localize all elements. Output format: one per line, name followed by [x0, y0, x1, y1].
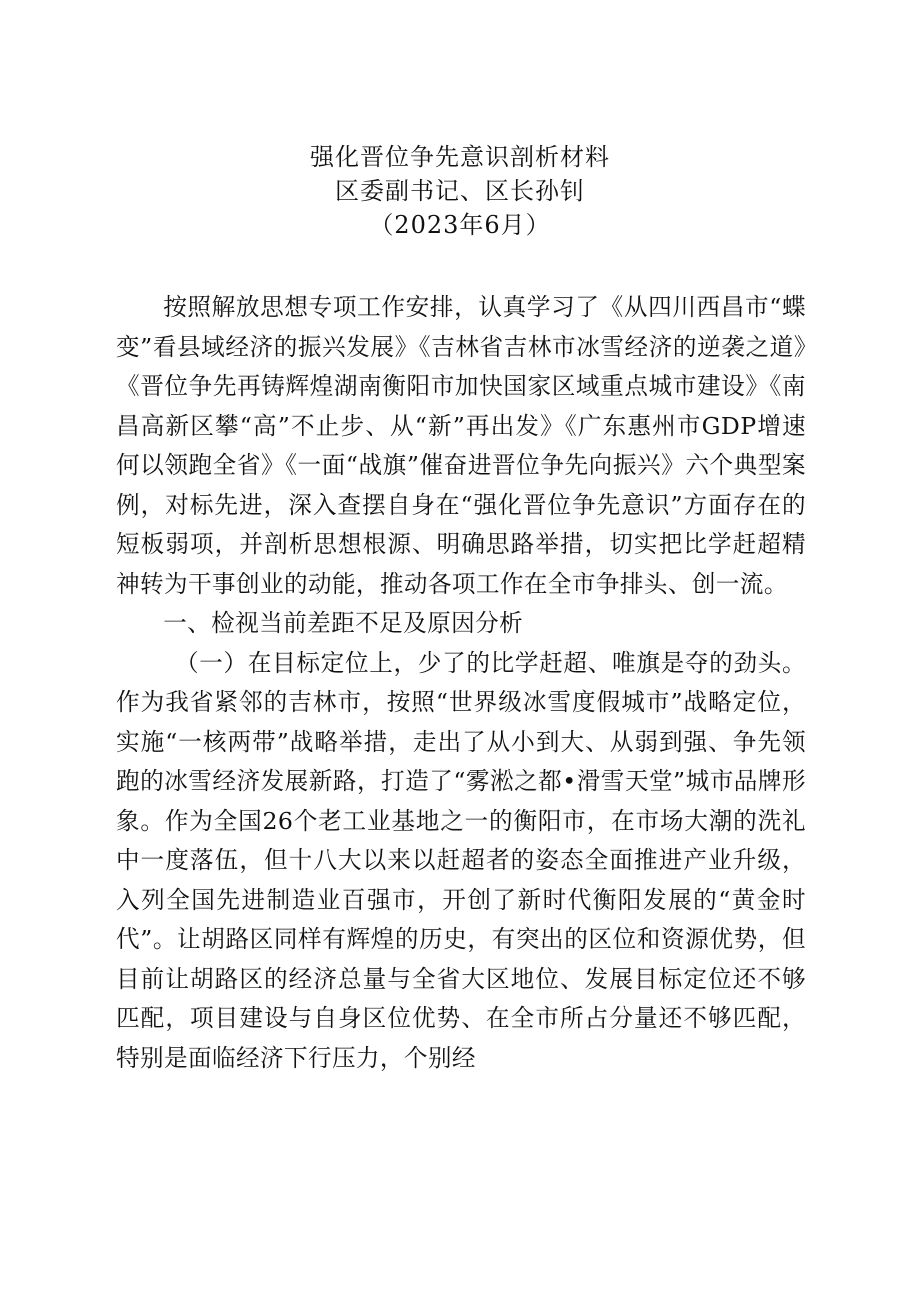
document-header [0, 140, 920, 242]
date-line: （2023年6月） [369, 211, 551, 239]
section-heading: 一、检视当前差距不足及原因分析 [163, 609, 524, 637]
document-body [116, 288, 806, 1078]
author-line: 区委副书记、区长孙钊 [335, 177, 585, 205]
document-title: 强化晋位争先意识剖析材料 [310, 143, 610, 171]
subsection-paragraph: （一）在目标定位上，少了的比学赶超、唯旗是夺的劲头。作为我省紧邻的吉林市，按照“世界级冰雪度假城市”战略定位，实施“一核两带”战略举措，走出了从小到大、从弱到强、争先领跑的冰雪经济发展新路，打造了“雾淞之都•滑雪天堂”城市品牌形象。作为全国26个老工业基地之一的衡阳市，在市场大潮的洗礼中一度落伍，但十八大以来以赶超者的姿态全面推进产业升级，入列全国先进制造业百强市，开创了新时代衡阳发展的“黄金时代”。让胡路区同样有辉煌的历史，有突出的区位和资源优势，但目前让胡路区的经济总量与全省大区地位、发展目标定位还不够匹配，项目建设与自身区位优势、在全市所占分量还不够匹配，特别是面临经济下行压力，个别经 [116, 648, 806, 1072]
intro-paragraph: 按照解放思想专项工作安排，认真学习了《从四川西昌市“蝶变”看县域经济的振兴发展》《吉林省吉林市冰雪经济的逆袭之道》《晋位争先再铸辉煌湖南衡阳市加快国家区域重点城市建设》《南昌高新区攀“高”不止步、从“新”再出发》《广东惠州市GDP增速何以领跑全省》《一面“战旗”催奋进晋位争先向振兴》六个典型案例，对标先进，深入查摆自身在“强化晋位争先意识”方面存在的短板弱项，并剖析思想根源、明确思路举措，切实把比学赶超精神转为干事创业的动能，推动各项工作在全市争排头、创一流。 [116, 293, 806, 598]
